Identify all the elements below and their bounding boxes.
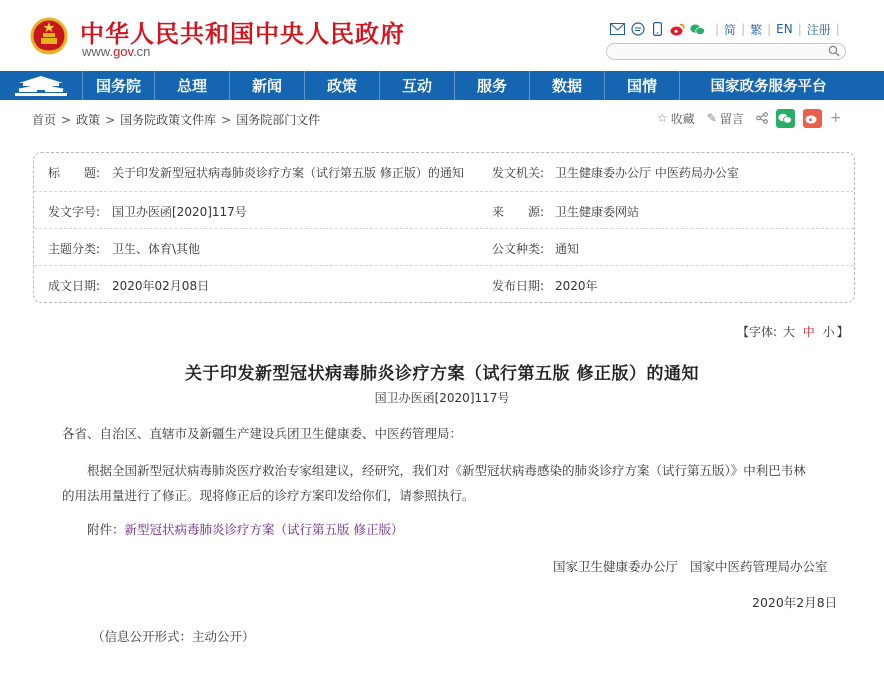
breadcrumb-separator: > xyxy=(61,113,72,127)
signer-nhc: 国家卫生健康委办公厅 xyxy=(553,559,679,574)
share-weibo-icon[interactable] xyxy=(803,109,822,128)
article-tools xyxy=(657,108,842,128)
url-prefix: www. xyxy=(82,44,114,59)
article-title: 关于印发新型冠状病毒肺炎诊疗方案（试行第五版 修正版）的通知 xyxy=(185,364,699,384)
wechat-icon[interactable] xyxy=(690,22,705,36)
home-nav-button[interactable] xyxy=(0,71,82,100)
article-docno: 国卫办医函[2020]117号 xyxy=(374,391,510,405)
url-suffix: .cn xyxy=(133,44,151,59)
font-size-large[interactable]: 大 xyxy=(782,325,795,339)
font-size-small[interactable]: 小 xyxy=(822,325,835,339)
search-icon[interactable] xyxy=(828,45,840,57)
info-row xyxy=(34,265,854,302)
mobile-icon[interactable] xyxy=(650,22,665,36)
signature xyxy=(553,557,828,575)
breadcrumb-policy[interactable]: 政策 xyxy=(76,113,101,127)
favorite-label: 收藏 xyxy=(670,111,695,126)
attachment-link[interactable]: 新型冠状病毒肺炎诊疗方案（试行第五版 修正版） xyxy=(124,522,404,537)
disclosure-note: （信息公开形式：主动公开） xyxy=(92,629,255,644)
document-info-table xyxy=(33,152,855,303)
nav-item-national-info[interactable]: 国情 xyxy=(604,71,679,100)
nav-item-data[interactable]: 数据 xyxy=(529,71,604,100)
share-wechat-icon[interactable] xyxy=(776,109,795,128)
more-share-button[interactable]: + xyxy=(829,110,842,126)
attachment-label: 附件： xyxy=(87,522,125,537)
chat-icon[interactable] xyxy=(630,22,645,36)
register-link[interactable]: 注册 xyxy=(806,22,831,37)
main-nav xyxy=(0,71,884,100)
article-date: 2020年2月8日 xyxy=(752,595,838,610)
article-paragraph: 根据全国新型冠状病毒肺炎医疗救治专家组建议，经研究，我们对《新型冠状病毒感染的肺炎诊疗方案（试行第五版）》中利巴韦林 xyxy=(87,463,806,478)
site-header xyxy=(0,0,884,70)
title-value: 关于印发新型冠状病毒肺炎诊疗方案（试行第五版 修正版）的通知 xyxy=(112,166,464,180)
favorite-button[interactable] xyxy=(657,110,695,127)
article-paragraph: 的用法用量进行了修正。现将修正后的诊疗方案印发给你们，请参照执行。 xyxy=(62,488,475,503)
share-button[interactable] xyxy=(756,112,768,124)
traditional-chinese-link[interactable]: 繁 xyxy=(750,22,763,37)
source-label: 来 源: xyxy=(492,205,545,219)
signer-tcm: 国家中医药管理局办公室 xyxy=(690,559,828,574)
top-toolbar xyxy=(610,19,845,39)
mail-icon[interactable] xyxy=(610,22,625,36)
nav-item-services[interactable]: 服务 xyxy=(454,71,529,100)
font-size-medium[interactable]: 中 xyxy=(802,325,815,339)
simplified-chinese-link[interactable]: 简 xyxy=(724,22,737,37)
tiananmen-icon xyxy=(13,75,69,97)
issuer-label: 发文机关: xyxy=(492,166,545,180)
published-date-value: 2020年 xyxy=(555,279,598,293)
breadcrumb-department-docs[interactable]: 国务院部门文件 xyxy=(236,113,321,127)
issuer-value: 卫生健康委办公厅 中医药局办公室 xyxy=(555,166,739,180)
weibo-icon[interactable] xyxy=(670,22,685,36)
breadcrumb-separator: > xyxy=(105,113,116,127)
published-date-label: 发布日期: xyxy=(492,279,545,293)
docno-value: 国卫办医函[2020]117号 xyxy=(112,205,247,219)
doctype-value: 通知 xyxy=(555,242,580,256)
nav-item-policy[interactable]: 政策 xyxy=(304,71,379,100)
breadcrumb-home[interactable]: 首页 xyxy=(32,113,57,127)
national-emblem-icon[interactable] xyxy=(30,14,68,56)
url-gov: gov xyxy=(113,44,134,59)
nav-item-interaction[interactable]: 互动 xyxy=(379,71,454,100)
doctype-label: 公文种类: xyxy=(492,242,545,256)
star-icon: ☆ xyxy=(657,111,668,125)
nav-item-service-platform[interactable]: 国家政务服务平台 xyxy=(679,71,857,100)
nav-item-premier[interactable]: 总理 xyxy=(154,71,229,100)
font-size-suffix: 】 xyxy=(836,325,849,339)
docno-label: 发文字号: xyxy=(48,205,101,219)
separator: | xyxy=(835,22,840,36)
pencil-icon: ✎ xyxy=(706,111,717,125)
written-date-value: 2020年02月08日 xyxy=(112,279,210,293)
written-date-label: 成文日期: xyxy=(48,279,101,293)
breadcrumb-policy-library[interactable]: 国务院政策文件库 xyxy=(120,113,217,127)
breadcrumb xyxy=(32,111,320,128)
separator: | xyxy=(797,22,802,36)
breadcrumb-separator: > xyxy=(221,113,232,127)
info-row xyxy=(34,191,854,228)
topic-label: 主题分类: xyxy=(48,242,101,256)
nav-item-news[interactable]: 新闻 xyxy=(229,71,304,100)
site-url[interactable] xyxy=(82,44,150,59)
source-value: 卫生健康委网站 xyxy=(555,205,640,219)
comment-label: 留言 xyxy=(719,111,744,126)
site-title[interactable]: 中华人民共和国中央人民政府 xyxy=(80,20,405,48)
separator: | xyxy=(715,22,720,36)
article-recipient: 各省、自治区、直辖市及新疆生产建设兵团卫生健康委、中医药管理局： xyxy=(62,426,463,441)
search-input[interactable] xyxy=(606,43,846,60)
share-icon xyxy=(756,112,768,124)
attachment-line xyxy=(87,520,404,538)
info-row xyxy=(34,153,854,190)
topic-value: 卫生、体育\其他 xyxy=(112,242,201,256)
separator: | xyxy=(741,22,746,36)
font-size-prefix: 【字体: xyxy=(737,325,778,339)
title-label: 标 题: xyxy=(48,166,101,180)
separator: | xyxy=(767,22,772,36)
english-link[interactable]: EN xyxy=(776,22,793,36)
font-size-control xyxy=(737,323,849,340)
info-row xyxy=(34,228,854,265)
comment-button[interactable] xyxy=(707,110,744,127)
nav-item-state-council[interactable]: 国务院 xyxy=(82,71,154,100)
